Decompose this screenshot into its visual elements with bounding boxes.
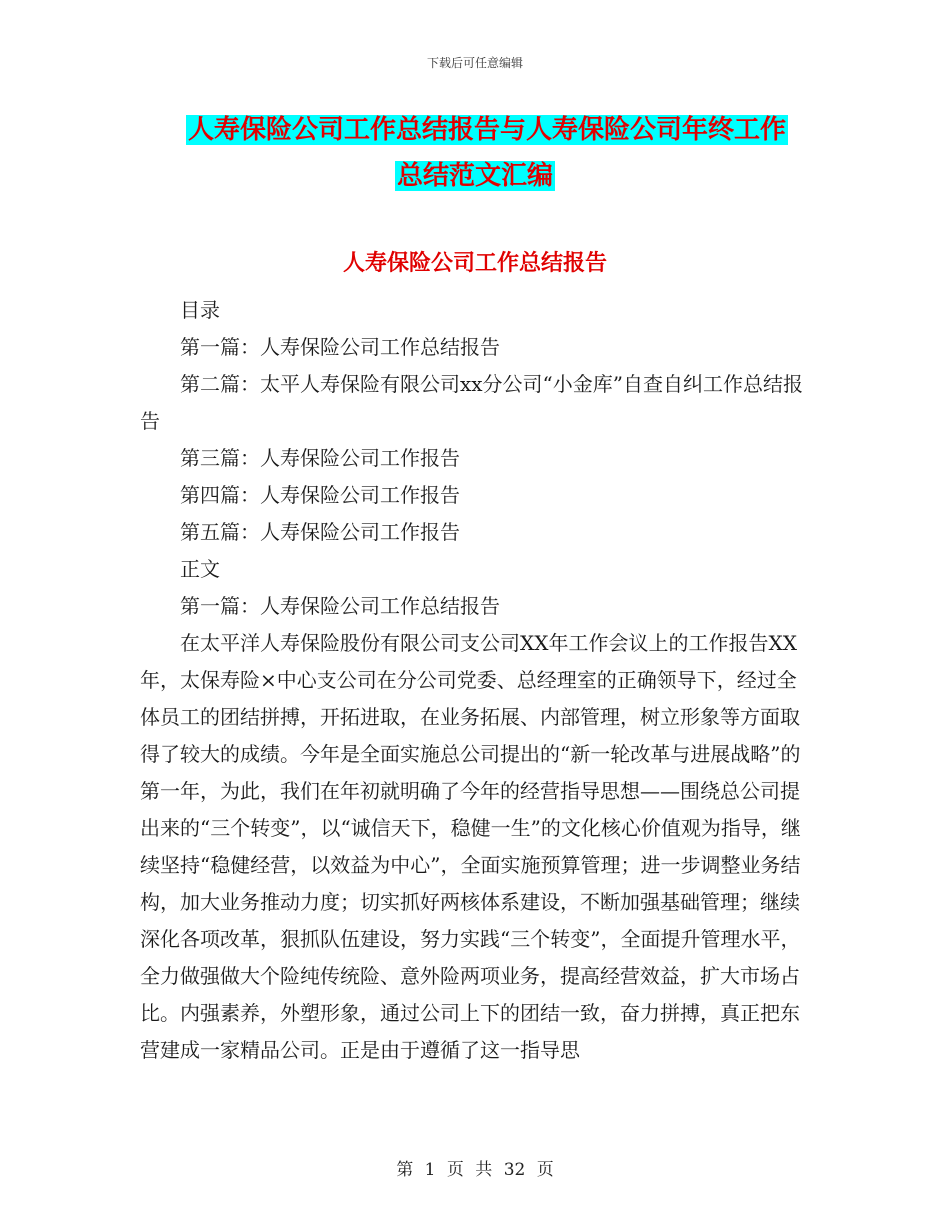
toc-item-3: 第三篇：人寿保险公司工作报告 bbox=[180, 446, 460, 470]
title-line-1: 人寿保险公司工作总结报告与人寿保险公司年终工作 bbox=[187, 115, 786, 145]
body-paragraph: 在太平洋人寿保险股份有限公司支公司XX年工作会议上的工作报告XX年，太保寿险×中心支公司在分公司党委、总经理室的正确领导下，经过全体员工的团结拼搏，开拓进取，在业务拓展、内部管理，树立形象等方面取得了较大的成绩。今年是全面实施总公司提出的“新一轮改革与进展战略”的第一年，为此，我们在年初就明确了今年的经营指导思想——围绕总公司提出来的“三个转变”，以“诚信天下，稳健一生”的文化核心价值观为指导，继续坚持“稳健经营，以效益为中心”，全面实施预算管理；进一步调整业务结构，加大业务推动力度；切实抓好两核体系建设，不断加强基础管理；继续深化各项改革，狠抓队伍建设，努力实践“三个转变”，全面提升管理水平，全力做强做大个险纯传统险、意外险两项业务，提高经营效益，扩大市场占比。内强素养，外塑形象，通过公司上下的团结一致，奋力拼搏，真正把东营建成一家精品公司。正是由于遵循了这一指导思 bbox=[140, 631, 801, 1062]
toc-heading: 目录 bbox=[180, 298, 220, 322]
section-title: 人寿保险公司工作总结报告 bbox=[342, 251, 607, 276]
document-title bbox=[0, 110, 950, 196]
body-heading: 正文 bbox=[180, 557, 220, 581]
header-note: 下载后可任意编辑 bbox=[426, 56, 523, 70]
title-line-2: 总结范文汇编 bbox=[396, 161, 553, 191]
document-body bbox=[140, 292, 806, 1069]
toc-item-5: 第五篇：人寿保险公司工作报告 bbox=[180, 520, 460, 544]
page-footer: 第 1 页 共 32 页 bbox=[396, 1160, 554, 1180]
toc-item-1: 第一篇：人寿保险公司工作总结报告 bbox=[180, 335, 500, 359]
toc-item-4: 第四篇：人寿保险公司工作报告 bbox=[180, 483, 460, 507]
chapter-heading: 第一篇：人寿保险公司工作总结报告 bbox=[180, 594, 500, 618]
toc-item-2: 第二篇：太平人寿保险有限公司xx分公司“小金库”自查自纠工作总结报告 bbox=[140, 372, 804, 433]
